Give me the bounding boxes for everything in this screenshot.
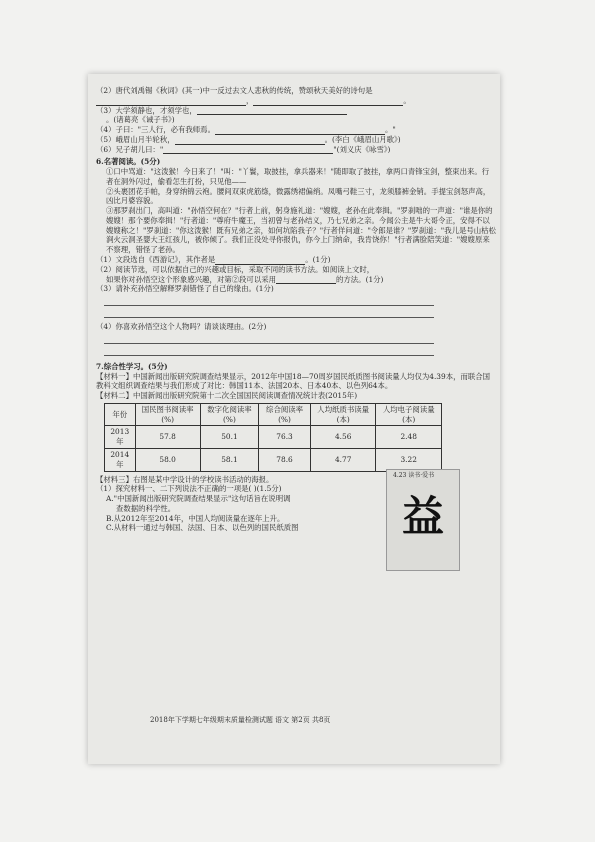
q7-option-b: B.从2012年至2014年，中国人均阅读量在逐年上升。 (106, 513, 285, 523)
answer-line[interactable] (104, 346, 434, 356)
q5-item3: （3）大学须静也，才须学也， (96, 106, 496, 116)
q7-option-a-cont: 查数据的科学性。 (116, 503, 176, 513)
page-footer: 2018年下学期七年级期末质量检测试题 语文 第2页 共8页 (150, 716, 331, 724)
table-cell: 3.22 (376, 448, 442, 471)
poster-title: 4.23 读书·爱书 (393, 471, 435, 479)
q7-option-a: A."中国新闻出版研究院调查结果显示"这句话旨在说明调 (106, 494, 291, 504)
q6-passage-2: ②头裹团花手帕，身穿纳锦云袍。腰间双束虎筋绦，微露绣裙偏绡。凤嘴弓鞋三寸，龙须膝裤金销。手提宝剑怒声高，凶比月婆容貌。 (106, 186, 491, 206)
table-cell: 57.8 (135, 426, 200, 449)
table-header-cell: 人均电子阅读量(本) (376, 403, 442, 426)
answer-blank[interactable] (276, 283, 336, 284)
table-header-cell: 国民图书阅读率(%) (135, 403, 200, 426)
table-header-cell: 数字化阅读率(%) (200, 403, 258, 426)
q5-item3-source: 。(诸葛亮《诫子书》) (106, 115, 175, 125)
q5-item4: （4）子曰："三人行，必有我师焉。 。" (96, 125, 396, 135)
q7-option-c: C.从材料一通过与韩国、法国、日本、以色列的国民纸质图 (106, 523, 299, 533)
poster-glyph: 益 (401, 492, 444, 542)
reading-stats-table (104, 403, 442, 472)
q7-material-1: 【材料一】中国新闻出版研究院调查结果显示，2012年中国18—70周岁国民纸质图书阅读量人均仅为4.39本，而联合国教科文组织调查结果与我们形成了对比：韩国11本、法国20本、日本40本、以色列64本。 (96, 371, 491, 391)
q6-subq4: （4）你喜欢孙悟空这个人物吗？请谈谈理由。(2分) (96, 322, 267, 332)
q6-passage-1: ①口中骂道："这泼猴！今日来了！"叫："丫鬟，取披挂，拿兵器来！"随即取了披挂，拿两口青锋宝剑，整束出来。行者在洞外闪过，偷看怎生打扮，只见他—— (106, 167, 490, 186)
q5-item5: （5）峨眉山月半轮秋， 。(李白《峨眉山月歌》) (96, 134, 401, 144)
q6-subq2-cont: 如果你对孙悟空这个形象感兴趣，对第②段可以采用 的方法。(1分) (106, 274, 384, 284)
table-cell: 2013年 (105, 426, 136, 449)
q7-heading: 7.综合性学习。(5分) (96, 361, 168, 371)
table-cell: 2014年 (105, 448, 136, 471)
table-header-cell: 年份 (105, 403, 136, 426)
table-cell: 58.0 (135, 448, 200, 471)
answer-line[interactable] (104, 296, 434, 306)
table-cell: 4.77 (310, 448, 376, 471)
q7-material-3: 【材料三】右图是某中学设计的学校读书活动的海报。 (96, 474, 274, 484)
q6-subq1: （1）文段选自《西游记》，其作者是 。(1分) (96, 255, 331, 265)
q7-material-2-title: 【材料二】中国新闻出版研究院第十二次全国国民阅读调查情况统计表(2015年) (96, 391, 358, 401)
table-header-cell: 综合阅读率(%) (259, 403, 311, 426)
answer-line[interactable] (104, 308, 434, 318)
table-header-row (105, 403, 442, 426)
q6-heading: 6.名著阅读。(5分) (96, 157, 161, 167)
table-cell: 58.1 (200, 448, 258, 471)
q5-item6: （6）兄子胡儿曰：" "(刘义庆《咏雪》) (96, 144, 391, 154)
q6-subq2: （2）阅读节选，可以依据自己的兴趣或目标，采取不同的读书方法。如阅读上文时， (96, 264, 375, 274)
table-cell: 50.1 (200, 426, 258, 449)
table-cell: 76.3 (259, 426, 311, 449)
table-cell: 4.56 (310, 426, 376, 449)
q7-subq1: （1）探究材料一、二下列说法不正确的一项是( )(1.5分) (96, 484, 282, 494)
table-cell: 2.48 (376, 426, 442, 449)
q6-subq3: （3）请补充孙悟空解释罗刹错怪了自己的缘由。(1分) (96, 284, 274, 294)
table-cell: 78.6 (259, 448, 311, 471)
q7-material-3-block (96, 471, 496, 542)
answer-blank[interactable] (163, 153, 333, 154)
exam-content (96, 86, 496, 542)
answer-blank[interactable] (197, 114, 347, 115)
table-header-cell: 人均纸质书读量(本) (310, 403, 376, 426)
q6-passage-3: ③那罗刹出门，高叫道："孙悟空何在？"行者上前，躬身施礼道："嫂嫂，老孙在此奉揖。"罗刹咄的一声道："谁是你的嫂嫂！那个要你奉揖！"行者道："尊府牛魔王，当初曾与老孙结义，乃七兄弟之亲。今闻公主是牛大哥令正，安得不以嫂嫂称之！"罗刹道："你这泼猴！既有兄弟之亲，如何坑陷我子？"行者佯问道："令郎是谁？"罗刹道："我儿是号山枯松涧火云洞圣婴大王红孩儿，被你倾了。我们正没处寻你报仇，你今上门纳命，我肯饶你！"行者满脸陪笑道："嫂嫂原来不察理，错怪了老孙。 (106, 206, 496, 255)
reading-poster (386, 469, 460, 571)
q5-item2: （2）唐代刘禹锡《秋词》(其一)中一反过去文人悲秋的传统，赞颂秋天美好的诗句是 (96, 86, 373, 95)
answer-line[interactable] (104, 334, 434, 344)
table-row (105, 426, 442, 449)
q5-item2-answer: ， 。 (96, 96, 496, 106)
